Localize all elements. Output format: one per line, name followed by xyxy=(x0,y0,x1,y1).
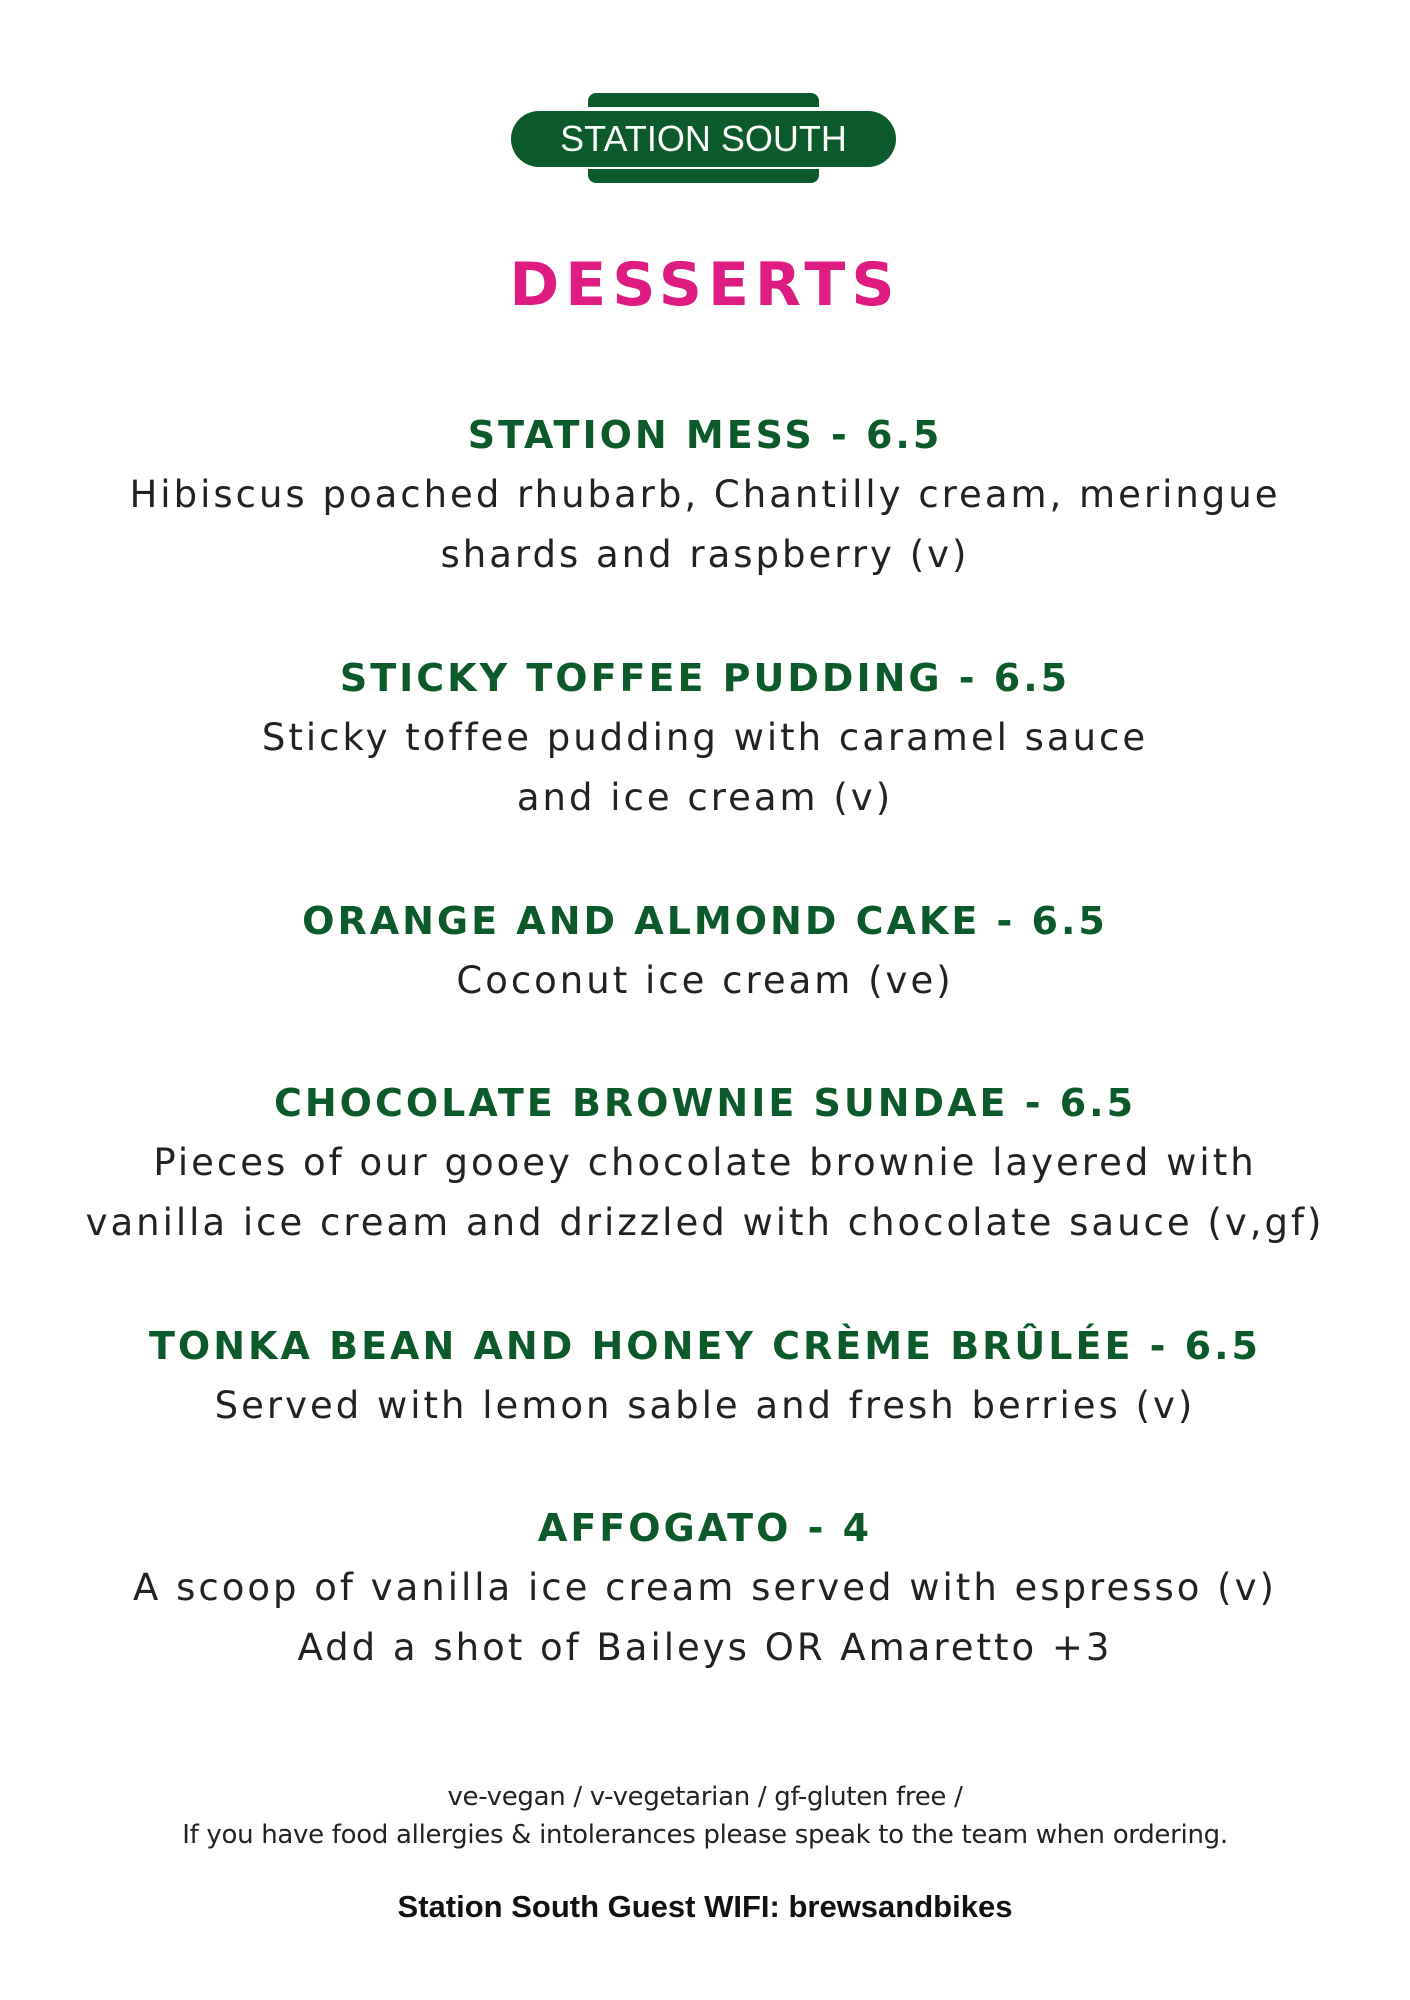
menu-item-name: STATION MESS - 6.5 xyxy=(467,413,943,457)
menu-item-description xyxy=(0,951,1410,1011)
logo-bottom-band xyxy=(588,169,819,183)
menu-item-name: CHOCOLATE BROWNIE SUNDAE - 6.5 xyxy=(273,1081,1137,1125)
station-south-logo xyxy=(511,93,896,183)
logo-text: STATION SOUTH xyxy=(560,118,847,159)
menu-item-name: TONKA BEAN AND HONEY CRÈME BRÛLÉE - 6.5 xyxy=(149,1324,1261,1368)
menu-item-description xyxy=(0,1133,1410,1253)
guest-wifi-info: Station South Guest WIFI: brewsandbikes xyxy=(397,1889,1013,1924)
menu-item-description xyxy=(0,708,1410,828)
menu-item-description-line: Add a shot of Baileys OR Amaretto +3 xyxy=(297,1626,1113,1669)
logo-pill xyxy=(511,111,896,167)
logo-top-band xyxy=(588,93,819,107)
allergy-notice: If you have food allergies & intolerances please speak to the team when ordering. xyxy=(182,1820,1228,1850)
dietary-legend xyxy=(0,1778,1410,1854)
menu-item-description-line: Coconut ice cream (ve) xyxy=(456,959,954,1002)
menu-item-description xyxy=(0,465,1410,585)
menu-item-description-line: Hibiscus poached rhubarb, Chantilly cream, meringue xyxy=(129,473,1281,516)
menu-item-description xyxy=(0,1376,1410,1436)
menu-item-description-line: A scoop of vanilla ice cream served with espresso (v) xyxy=(133,1566,1277,1609)
menu-item-name: ORANGE AND ALMOND CAKE - 6.5 xyxy=(302,899,1108,943)
menu-item-description-line: vanilla ice cream and drizzled with chocolate sauce (v,gf) xyxy=(85,1201,1325,1244)
menu-item-description-line: Sticky toffee pudding with caramel sauce xyxy=(261,716,1149,759)
dietary-legend-line: ve-vegan / v-vegetarian / gf-gluten free / xyxy=(447,1782,963,1812)
menu-item-name: AFFOGATO - 4 xyxy=(537,1506,873,1550)
menu-item-description-line: and ice cream (v) xyxy=(516,776,894,819)
menu-item-description-line: shards and raspberry (v) xyxy=(440,533,970,576)
menu-item-description xyxy=(0,1558,1410,1678)
menu-item-description-line: Pieces of our gooey chocolate brownie layered with xyxy=(153,1141,1257,1184)
page-title: DESSERTS xyxy=(509,250,901,320)
menu-item-description-line: Served with lemon sable and fresh berries (v) xyxy=(214,1384,1196,1427)
menu-item-name: STICKY TOFFEE PUDDING - 6.5 xyxy=(339,656,1071,700)
